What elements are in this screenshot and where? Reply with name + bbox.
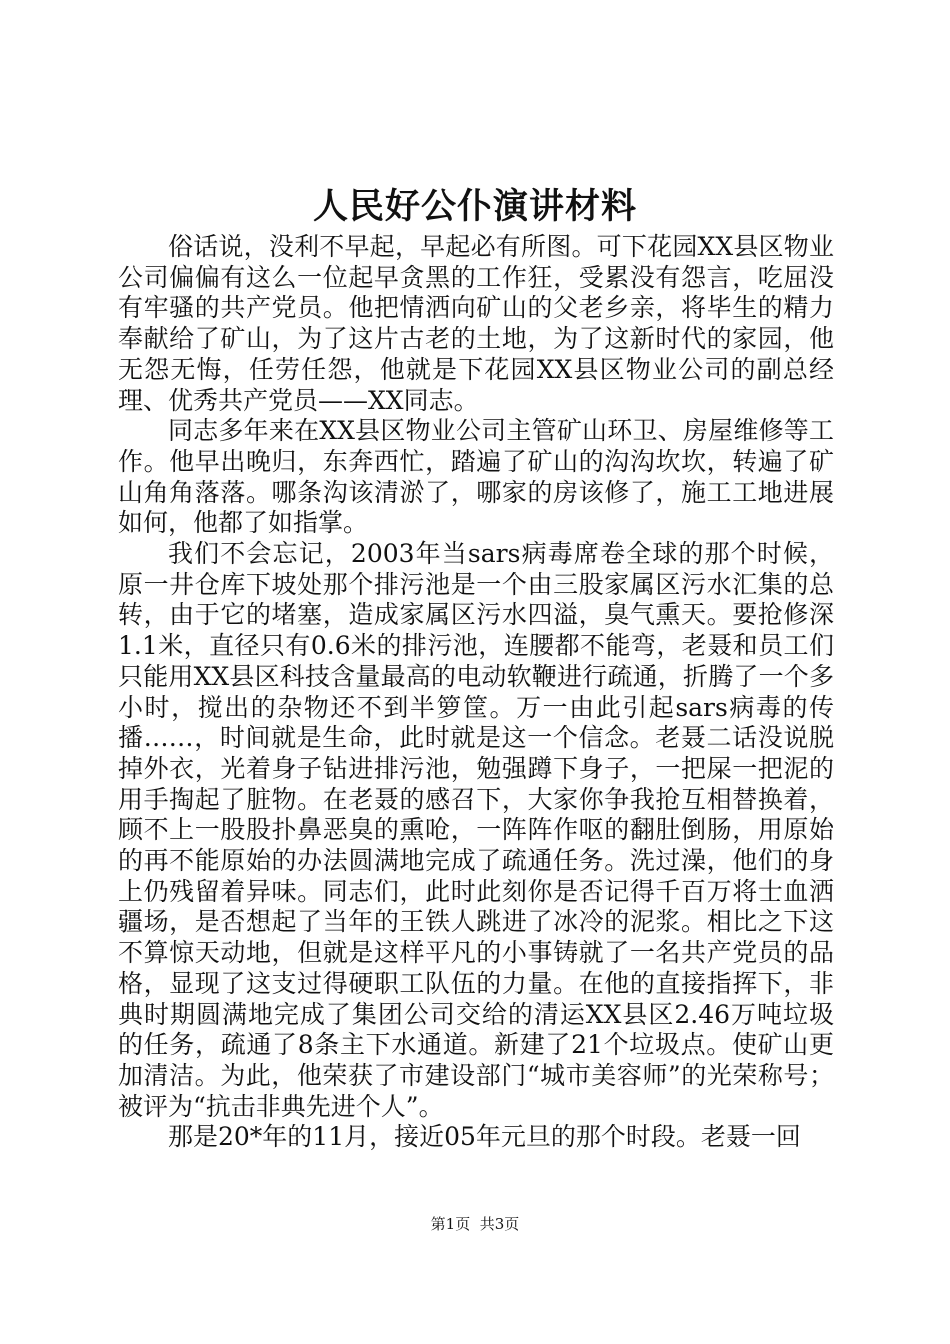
paragraph: 我们不会忘记，2003年当sars病毒席卷全球的那个时候，原一井仓库下坡处那个排污池是一个由三股家属区污水汇集的总转，由于它的堵塞，造成家属区污水四溢，臭气熏天。要抢修深1.1米，直径只有0.6米的排污池，连腰都不能弯，老聂和员工们只能用XX县区科技含量最高的电动软鞭进行疏通，折腾了一个多小时，搅出的杂物还不到半箩筐。万一由此引起sars病毒的传播……，时间就是生命，此时就是这一个信念。老聂二话没说脱掉外衣，光着身子钻进排污池，勉强蹲下身子，一把屎一把泥的用手掏起了脏物。在老聂的感召下，大家你争我抢互相替换着，顾不上一股股扑鼻恶臭的熏呛，一阵阵作呕的翻肚倒肠，用原始的再不能原始的办法圆满地完成了疏通任务。洗过澡，他们的身上仍残留着异味。同志们，此时此刻你是否记得千百万将士血洒疆场，是否想起了当年的王铁人跳进了冰冷的泥浆。相比之下这不算惊天动地，但就是这样平凡的小事铸就了一名共产党员的品格，显现了这支过得硬职工队伍的力量。在他的直接指挥下，非典时期圆满地完成了集团公司交给的清运XX县区2.46万吨垃圾的任务，疏通了8条主下水通道。新建了21个垃圾点。使矿山更加清洁。为此，他荣获了市建设部门“城市美容师”的光荣称号；被评为“抗击非典先进个人”。 (118, 539, 834, 1121)
document-body (118, 232, 834, 1153)
document-title: 人民好公仆演讲材料 (312, 187, 637, 227)
paragraph: 同志多年来在XX县区物业公司主管矿山环卫、房屋维修等工作。他早出晚归，东奔西忙，踏遍了矿山的沟沟坎坎，转遍了矿山角角落落。哪条沟该清淤了，哪家的房该修了，施工工地进展如何，他都了如指掌。 (118, 416, 834, 538)
footer-separator (470, 1215, 480, 1233)
paragraph: 俗话说，没利不早起，早起必有所图。可下花园XX县区物业公司偏偏有这么一位起早贪黑的工作狂，受累没有怨言，吃屈没有牢骚的共产党员。他把情洒向矿山的父老乡亲，将毕生的精力奉献给了矿山，为了这片古老的土地，为了这新时代的家园，他无怨无悔，任劳任怨，他就是下花园XX县区物业公司的副总经理、优秀共产党员——XX同志。 (118, 232, 834, 415)
page-footer (0, 1214, 950, 1234)
paragraph: 那是20*年的11月，接近05年元旦的那个时段。老聂一回 (168, 1122, 801, 1152)
page-total: 共3页 (479, 1215, 520, 1233)
page-number: 第1页 (430, 1215, 471, 1233)
